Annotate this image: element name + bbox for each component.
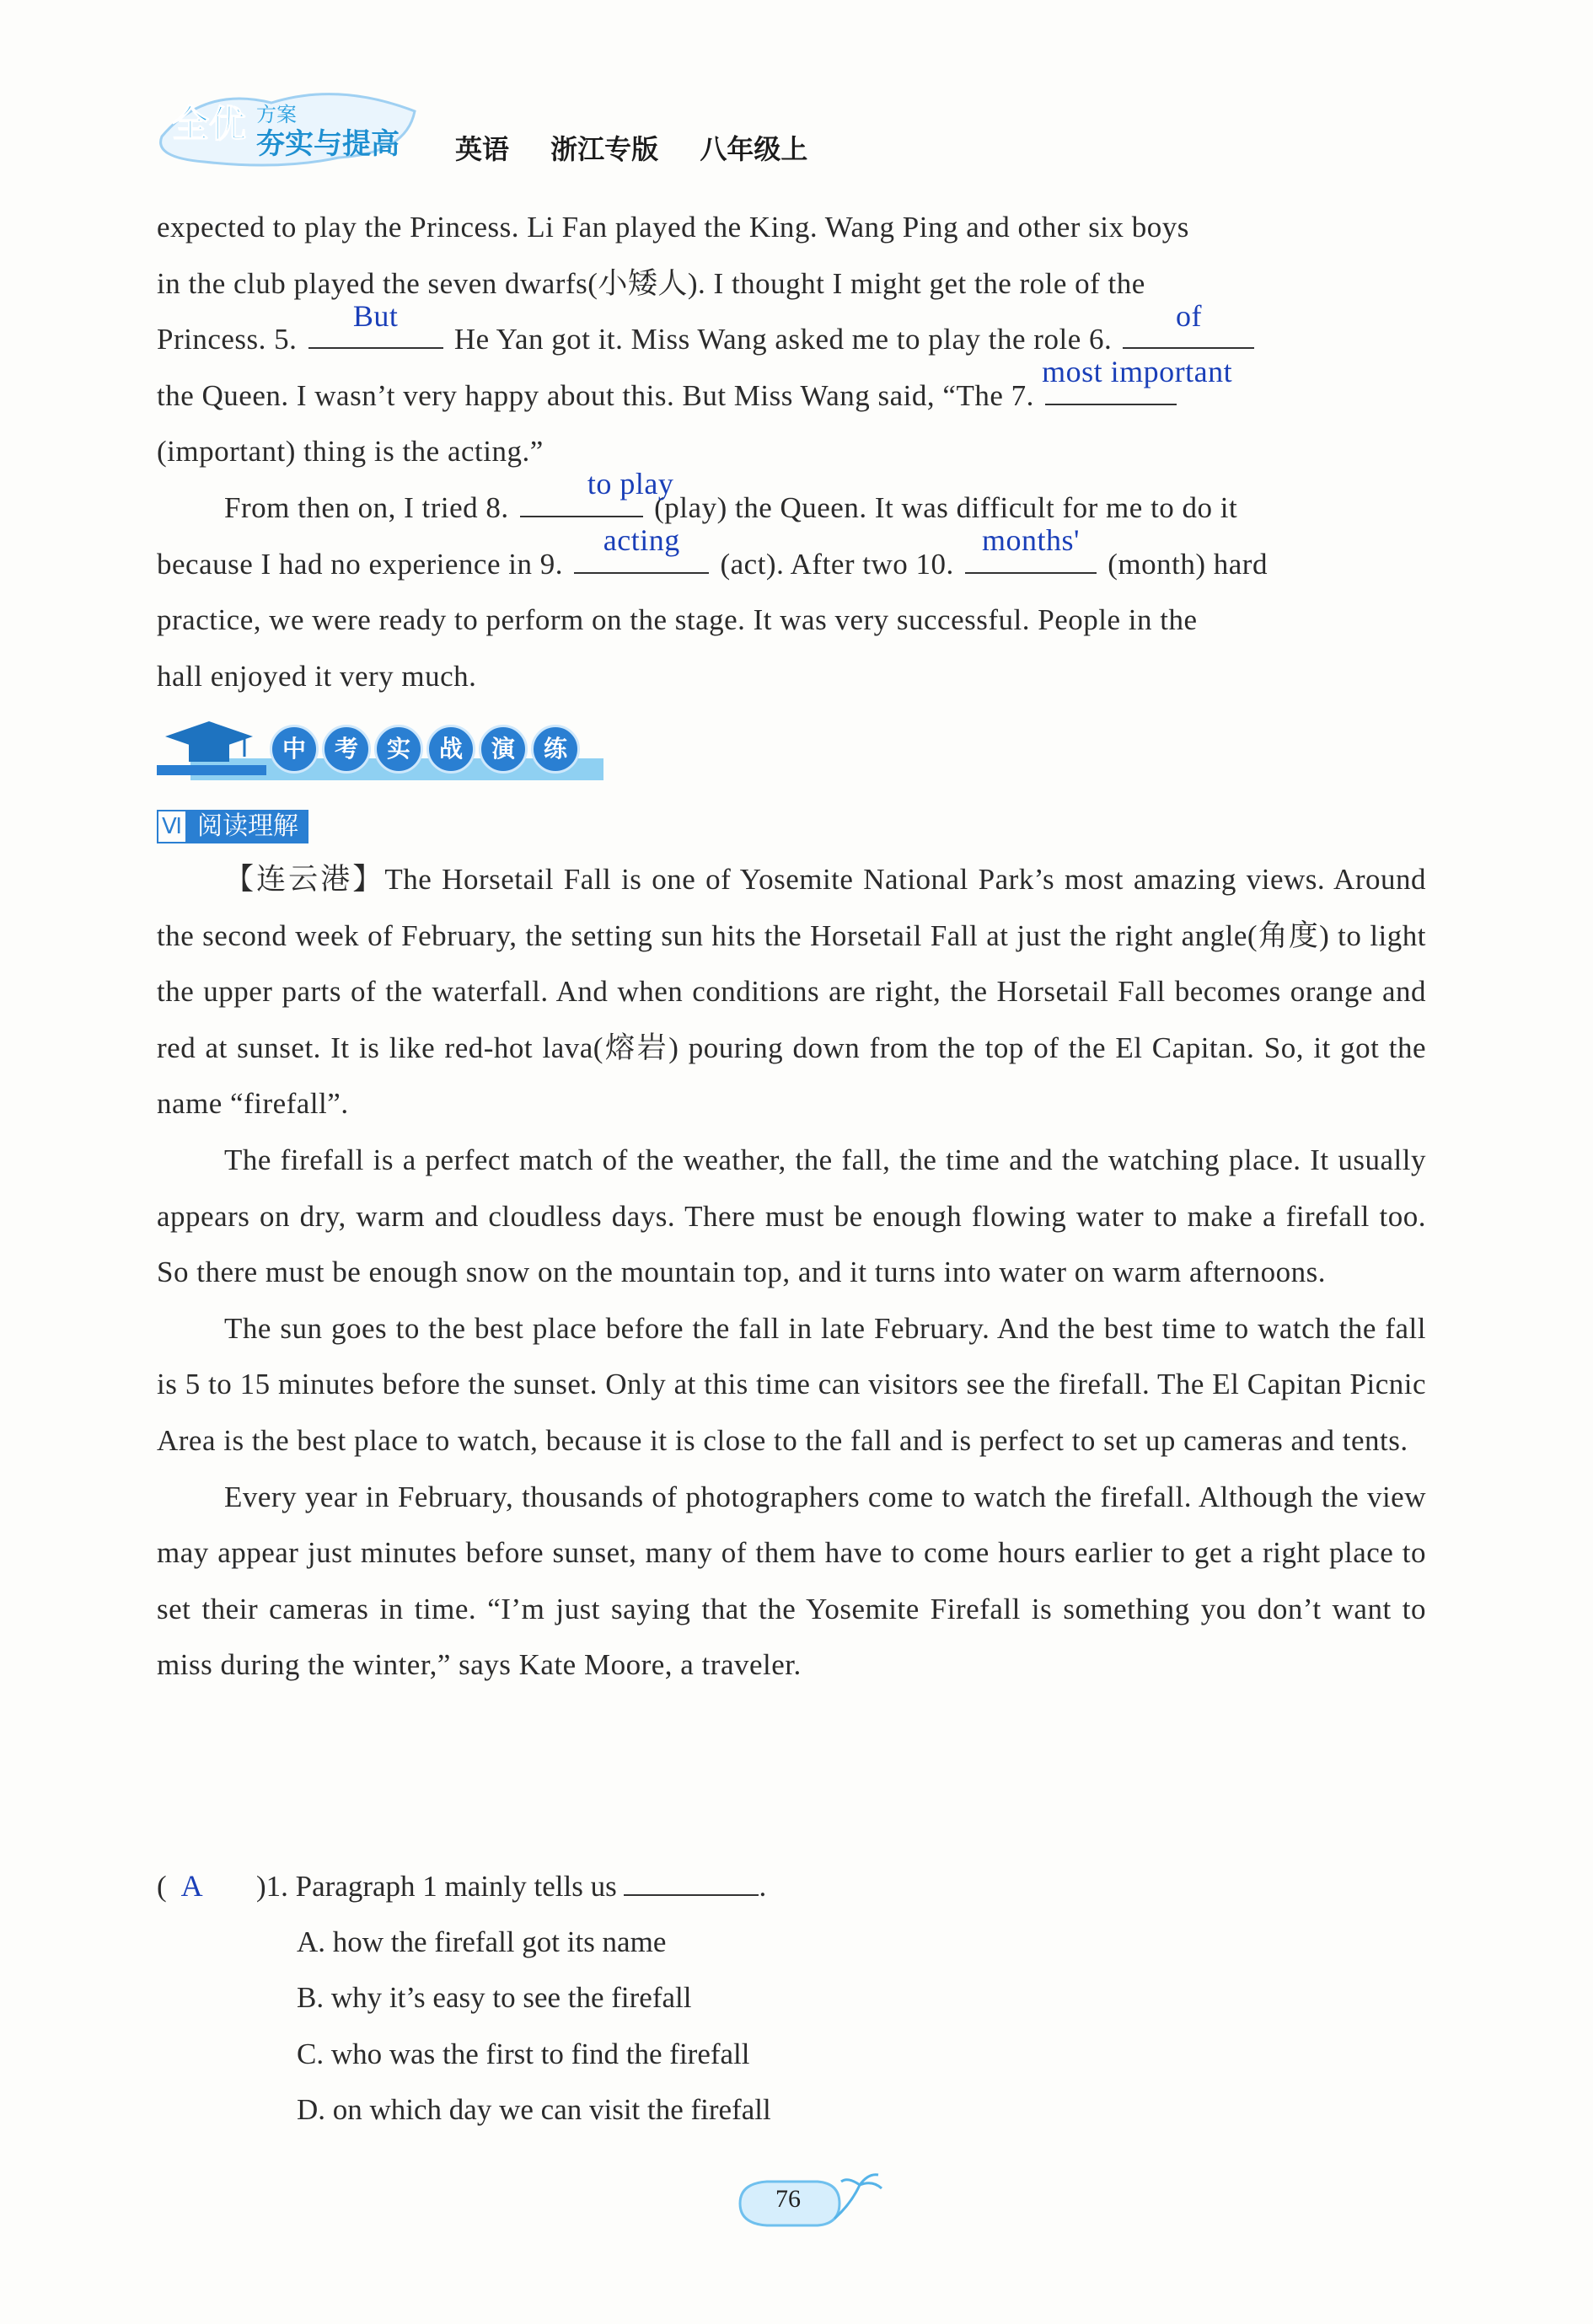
page-number-badge [733,2170,885,2237]
question-stem [157,1858,1426,1914]
question-text: )1. Paragraph 1 mainly tells us [256,1870,617,1903]
cloze-passage [157,200,1426,704]
passage-text: (play) the Queen. It was difficult for me to do it [654,490,1238,524]
passage-line: expected to play the Princess. Li Fan played the King. Wang Ping and other six boys [157,211,1189,244]
answer-blank-5[interactable] [308,298,443,349]
section-number: Ⅵ [157,810,187,843]
banner-char: 练 [531,725,580,774]
subject-label: 英语 [455,133,510,165]
option-d[interactable]: D. on which day we can visit the firefall [297,2093,771,2127]
svg-text:夯实与提高: 夯实与提高 [256,127,400,161]
reading-paragraph-3: The sun goes to the best place before the fall in late February. And the best time to watch the fall is 5 to 15 minutes before the sunset. Only at this time can visitors see the firefall. The El Capitan Picnic Area is the best place to watch, because it is close to the fall and is perfect to set up cameras and tents. [157,1311,1426,1457]
option-c[interactable]: C. who was the first to find the firefall [297,2037,750,2070]
passage-line [157,467,1426,537]
answer-6: of [1175,298,1202,333]
answer-bracket[interactable] [157,1858,256,1915]
reading-paragraph-2: The firefall is a perfect match of the weather, the fall, the time and the watching place. It usually appears on dry, warm and cloudless days. There must be enough flowing water to make a firefall too. So there must be enough snow on the mountain top, and it turns into water on warm afternoons. [157,1143,1426,1289]
svg-text:全优: 全优 [172,103,246,146]
question-blank [624,1869,759,1896]
banner-char: 实 [374,725,423,774]
question-answer: A [180,1869,203,1903]
passage-text: the Queen. I wasn’t very happy about this. But Miss Wang said, “The 7. [157,378,1034,412]
passage-text: Princess. 5. [157,323,298,356]
passage-line: practice, we were ready to perform on the stage. It was very successful. People in the [157,603,1198,637]
banner-char: 战 [426,725,475,774]
edition-label: 浙江专版 [550,133,659,165]
passage-line: in the club played the seven dwarfs(小矮人). I thought I might get the role of the [157,266,1145,300]
banner-char: 中 [270,725,319,774]
answer-9: acting [603,522,680,557]
answer-8: to play [587,467,674,501]
passage-line [157,355,1426,425]
banner-char: 考 [322,725,371,774]
reading-paragraph-1: 【连云港】The Horsetail Fall is one of Yosemite National Park’s most amazing views. Around the second week of February, the setting sun hits the Horsetail Fall at just the right angle(角度) to light the upper parts of the waterfall. And when conditions are right, the Horsetail Fall becomes orange and red at sunset. It is like red-hot lava(熔岩) pouring down from the top of the El Capitan. So, it got the name “firefall”. [157,863,1426,1121]
answer-blank-10[interactable] [965,522,1097,574]
answer-blank-7[interactable] [1042,355,1233,405]
answer-blank-9[interactable] [574,522,709,574]
passage-text: (month) hard [1108,547,1268,581]
passage-line [157,522,1426,593]
option-b[interactable]: B. why it’s easy to see the firefall [297,1981,692,2015]
passage-text: From then on, I tried 8. [224,490,509,524]
passage-line: (important) thing is the acting.” [157,435,544,469]
banner-char: 演 [479,725,528,774]
passage-line [157,298,1426,368]
question-block [157,1858,1426,2139]
answer-10: months' [982,522,1081,557]
brand-logo [153,78,423,170]
option-a[interactable]: A. how the firefall got its name [297,1925,667,1958]
answer-7: most important [1042,355,1233,389]
passage-text: (act). After two 10. [720,547,954,581]
passage-text: He Yan got it. Miss Wang asked me to play the role 6. [453,323,1113,356]
bracket-open: ( [157,1870,167,1903]
passage-text: because I had no experience in 9. [157,547,563,581]
passage-line: hall enjoyed it very much. [157,659,477,693]
reading-paragraph-4: Every year in February, thousands of photographers come to watch the firefall. Although the view may appear just minutes before sunset, many of them have to come hours earlier to get a right place to set their cameras in time. “I’m just saying that the Yosemite Firefall is something you don’t want to miss during the winter,” says Kate Moore, a traveler. [157,1480,1426,1682]
header-meta [455,128,839,167]
reading-passage [157,852,1426,1694]
section-label [157,809,308,844]
svg-text:方案: 方案 [256,103,297,126]
answer-5: But [352,298,399,333]
grade-label: 八年级上 [700,133,808,165]
section-banner [157,715,603,784]
brand-logo-art [153,78,423,170]
banner-title [270,725,580,774]
page-number: 76 [775,2185,801,2213]
question-end: . [759,1870,767,1903]
section-title: 阅读理解 [187,810,308,843]
